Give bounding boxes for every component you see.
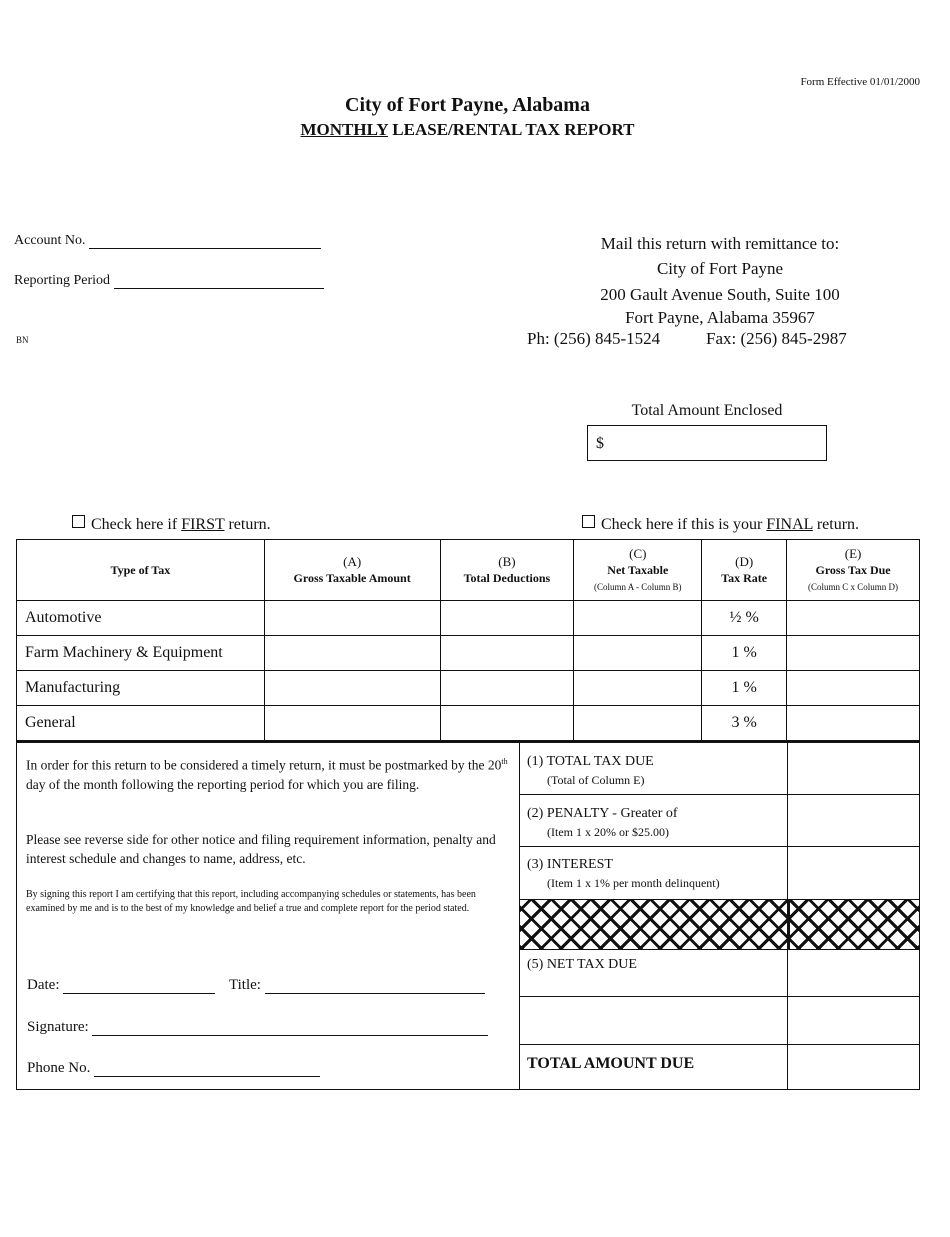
tax-table-header [17, 540, 920, 601]
hatched-row [520, 900, 919, 949]
subtitle-rest: LEASE/RENTAL TAX REPORT [388, 120, 635, 139]
mail-fax: Fax: (256) 845-2987 [706, 329, 847, 348]
total-amount-due-label: TOTAL AMOUNT DUE [527, 1055, 695, 1072]
deductions-cell[interactable] [440, 706, 574, 741]
gross-tax-due-cell[interactable] [787, 636, 920, 671]
header-gross-taxable: (A) Gross Taxable Amount [264, 540, 440, 601]
first-return-prefix: Check here if [91, 516, 182, 533]
form-title: City of Fort Payne, Alabama [345, 94, 590, 116]
account-no-row [14, 233, 321, 249]
net-taxable-cell[interactable] [574, 706, 702, 741]
table-row [17, 636, 920, 671]
hatched-divider [787, 900, 790, 949]
form-effective-date: Form Effective 01/01/2000 [800, 76, 920, 88]
total-tax-due-input[interactable] [788, 743, 919, 794]
tax-rate-cell: 3 % [702, 706, 787, 741]
first-return-row [72, 515, 271, 534]
penalty-label: (2) PENALTY - Greater of (Item 1 x 20% or $25.00) [527, 806, 678, 839]
header-tax-rate: (D) Tax Rate [702, 540, 787, 601]
tax-type-automotive: Automotive [17, 601, 265, 636]
net-taxable-cell[interactable] [574, 671, 702, 706]
final-return-prefix: Check here if this is your [601, 516, 767, 533]
gross-tax-due-cell[interactable] [787, 706, 920, 741]
tax-type-manufacturing: Manufacturing [17, 671, 265, 706]
currency-symbol: $ [596, 435, 604, 452]
interest-input[interactable] [788, 847, 919, 899]
interest-label: (3) INTEREST (Item 1 x 1% per month delinquent) [527, 857, 720, 890]
total-enclosed-label: Total Amount Enclosed [631, 402, 783, 419]
header-gross-tax-due: (E) Gross Tax Due (Column C x Column D) [787, 540, 920, 601]
net-tax-due-input[interactable] [788, 950, 919, 996]
notice-column [17, 743, 519, 1089]
final-return-suffix: return. [812, 516, 860, 533]
first-return-word: FIRST [181, 516, 225, 533]
mail-line-1: Mail this return with remittance to: [600, 234, 840, 253]
date-row [27, 977, 485, 994]
title-field[interactable] [265, 993, 485, 994]
phone-label: Phone No. [27, 1060, 91, 1076]
tax-rate-cell: 1 % [702, 636, 787, 671]
signature-field[interactable] [92, 1035, 488, 1036]
notice-timely: In order for this return to be considered a timely return, it must be postmarked by the 20th day of the month following the reporting period for which you are filing. [26, 757, 508, 792]
signature-label: Signature: [27, 1019, 89, 1035]
net-taxable-cell[interactable] [574, 636, 702, 671]
tax-table [16, 539, 920, 741]
form-subtitle [0, 120, 935, 140]
total-tax-due-label: (1) TOTAL TAX DUE (Total of Column E) [527, 754, 654, 787]
total-enclosed-input[interactable] [587, 425, 827, 461]
account-no-field[interactable] [89, 248, 321, 249]
table-row [17, 706, 920, 741]
tax-type-general: General [17, 706, 265, 741]
reporting-period-row [14, 273, 324, 289]
table-row [17, 671, 920, 706]
tax-type-farm-machinery: Farm Machinery & Equipment [17, 636, 265, 671]
misc-mark: BN [16, 335, 29, 345]
blank-amount-input[interactable] [788, 997, 919, 1044]
account-no-label: Account No. [14, 233, 86, 248]
net-tax-due-label: (5) NET TAX DUE [527, 957, 637, 972]
mail-city: City of Fort Payne [656, 259, 784, 278]
gross-tax-due-cell[interactable] [787, 601, 920, 636]
header-type-of-tax: Type of Tax [17, 540, 265, 601]
deductions-cell[interactable] [440, 601, 574, 636]
deductions-cell[interactable] [440, 671, 574, 706]
phone-row [27, 1060, 320, 1077]
subtitle-monthly: MONTHLY [300, 120, 389, 139]
header-total-deductions: (B) Total Deductions [440, 540, 574, 601]
notice-certification: By signing this report I am certifying that this report, including accompanying schedules or statements, has been examined by me and is to the best of my knowledge and belief a true and complete report for the period stated. [26, 889, 476, 914]
date-label: Date: [27, 977, 60, 993]
mail-address-1: 200 Gault Avenue South, Suite 100 [600, 285, 840, 304]
gross-taxable-cell[interactable] [264, 636, 440, 671]
final-return-row [582, 515, 859, 534]
summary-section [16, 741, 920, 1090]
reporting-period-label: Reporting Period [14, 273, 111, 288]
table-row [17, 601, 920, 636]
final-return-word: FINAL [766, 516, 813, 533]
first-return-checkbox[interactable] [72, 515, 85, 528]
mail-phone: Ph: (256) 845-1524 [527, 329, 661, 348]
notice-reverse-side: Please see reverse side for other notice and filing requirement information, penalty and interest schedule and changes to name, address, etc. [26, 832, 496, 866]
phone-field[interactable] [94, 1076, 320, 1077]
net-taxable-cell[interactable] [574, 601, 702, 636]
final-return-checkbox[interactable] [582, 515, 595, 528]
date-field[interactable] [63, 993, 215, 994]
tax-rate-cell: ½ % [702, 601, 787, 636]
gross-taxable-cell[interactable] [264, 601, 440, 636]
tax-rate-cell: 1 % [702, 671, 787, 706]
title-label: Title: [228, 977, 261, 993]
signature-row [27, 1019, 488, 1036]
deductions-cell[interactable] [440, 636, 574, 671]
total-amount-due-input[interactable] [788, 1045, 919, 1090]
penalty-input[interactable] [788, 795, 919, 846]
gross-taxable-cell[interactable] [264, 671, 440, 706]
first-return-suffix: return. [224, 516, 271, 533]
header-net-taxable: (C) Net Taxable (Column A - Column B) [574, 540, 702, 601]
reporting-period-field[interactable] [114, 288, 324, 289]
mail-address-2: Fort Payne, Alabama 35967 [625, 308, 815, 327]
gross-taxable-cell[interactable] [264, 706, 440, 741]
gross-tax-due-cell[interactable] [787, 671, 920, 706]
